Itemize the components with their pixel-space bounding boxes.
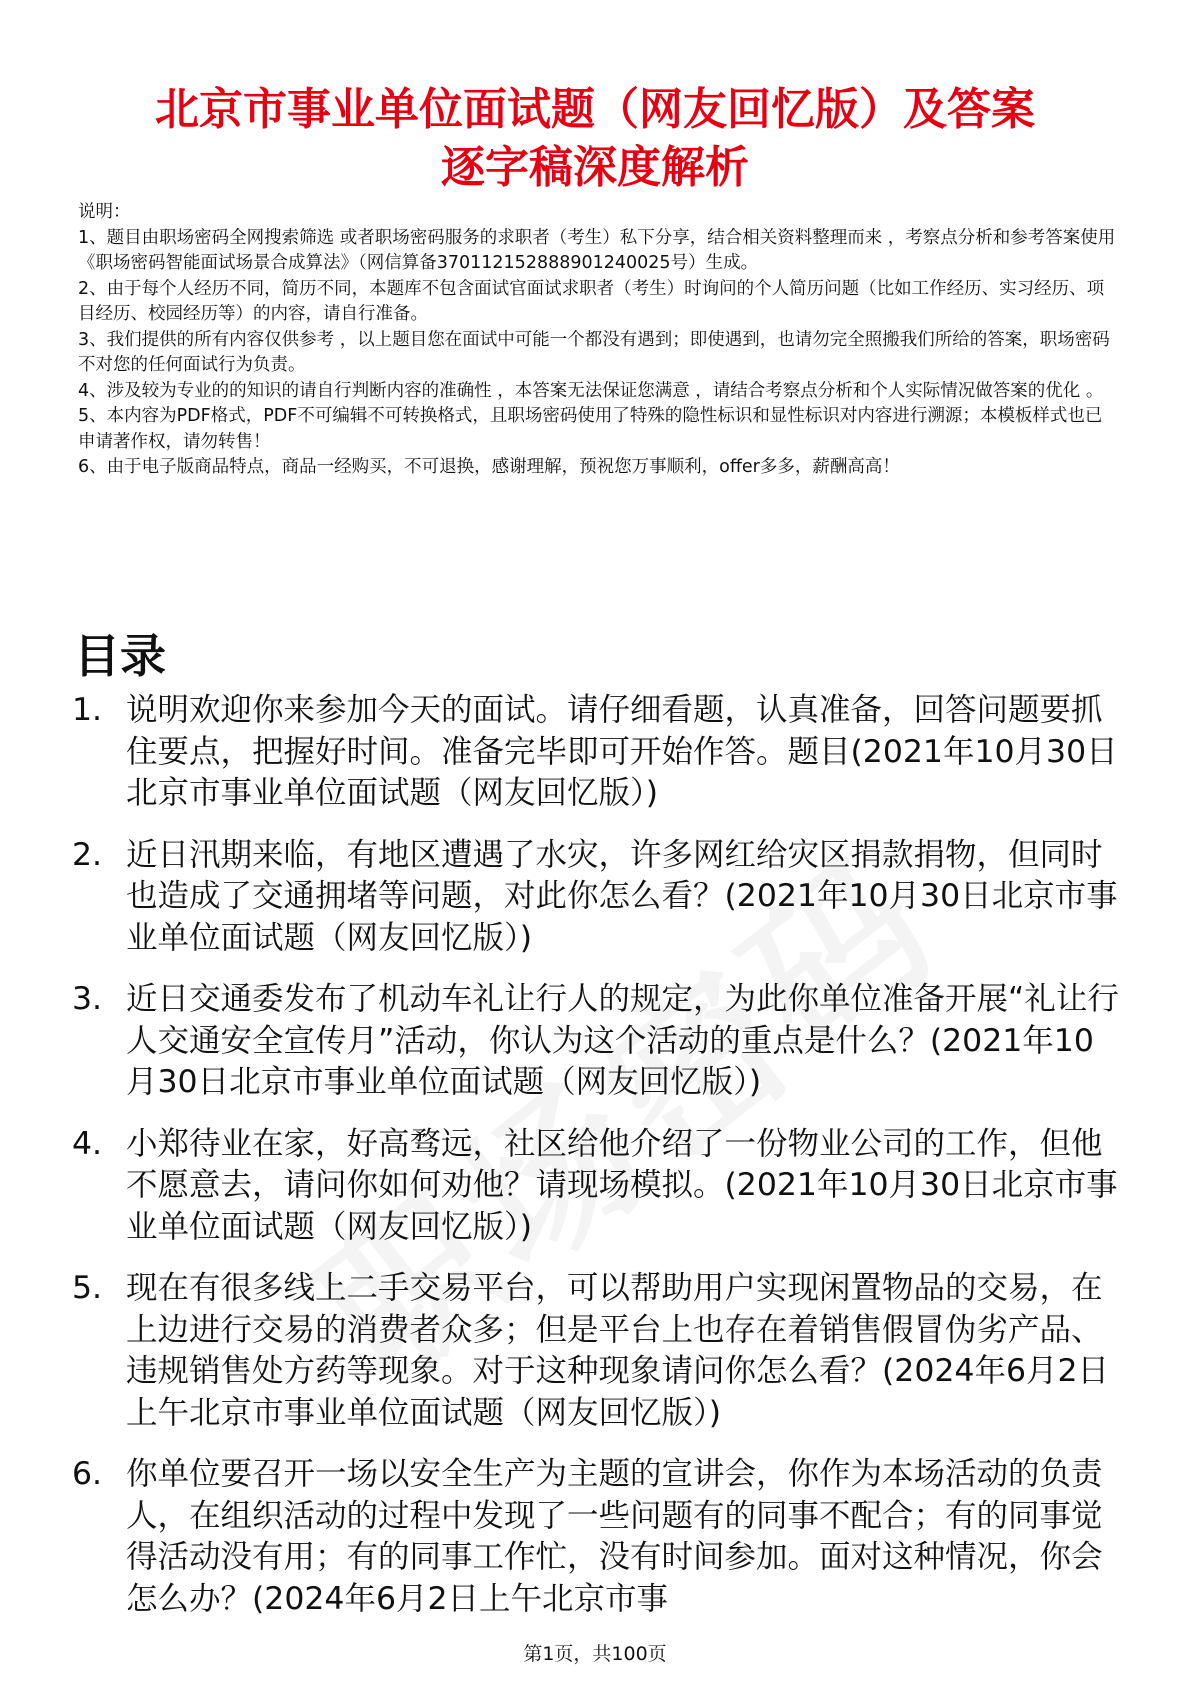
- toc-item-text: 近日汛期来临，有地区遭遇了水灾，许多网红给灾区捐款捐物，但同时也造成了交通拥堵等问题，对此你怎么看？(2021年10月30日北京市事业单位面试题（网友回忆版）): [126, 836, 1118, 956]
- toc-item[interactable]: [72, 835, 1122, 960]
- toc-item[interactable]: [72, 690, 1122, 815]
- toc-item-text: 说明欢迎你来参加今天的面试。请仔细看题，认真准备，回答问题要抓住要点，把握好时间。准备完毕即可开始作答。题目(2021年10月30日北京市事业单位面试题（网友回忆版）): [126, 692, 1118, 811]
- note-item: 2、由于每个人经历不同，简历不同，本题库不包含面试官面试求职者（考生）时询问的个人简历问题（比如工作经历、实习经历、项目经历、校园经历等）的内容，请自行准备。: [78, 278, 1105, 324]
- toc-item[interactable]: [72, 1124, 1122, 1249]
- disclaimer-notes: [78, 200, 1118, 481]
- toc-item-text: 近日交通委发布了机动车礼让行人的规定，为此你单位准备开展“礼让行人交通安全宣传月”活动，你认为这个活动的重点是什么？(2021年10月30日北京市事业单位面试题（网友回忆版）): [126, 981, 1119, 1100]
- note-item: 3、我们提供的所有内容仅供参考 ，以上题目您在面试中可能一个都没有遇到；即使遇到，也请勿完全照搬我们所给的答案，职场密码不对您的任何面试行为负责。: [78, 329, 1110, 375]
- toc-item-number: 3.: [72, 981, 103, 1017]
- note-item: 1、题目由职场密码全网搜索筛选 或者职场密码服务的求职者（考生）私下分享，结合相关资料整理而来 ，考察点分析和参考答案使用《职场密码智能面试场景合成算法》（网信算备370112152888901240025号）生成。: [78, 227, 1116, 273]
- toc-item-text: 小郑待业在家，好高骛远，社区给他介绍了一份物业公司的工作，但他不愿意去，请问你如何劝他？请现场模拟。(2021年10月30日北京市事业单位面试题（网友回忆版）): [126, 1125, 1118, 1245]
- title-line-1: 北京市事业单位面试题（网友回忆版）及答案: [155, 84, 1035, 136]
- toc-heading: 目录: [74, 629, 166, 684]
- notes-heading: 说明：: [78, 202, 131, 222]
- toc-item-number: 2.: [72, 836, 103, 873]
- toc-item-text: 你单位要召开一场以安全生产为主题的宣讲会，你作为本场活动的负责人，在组织活动的过程中发现了一些问题有的同事不配合；有的同事觉得活动没有用；有的同事工作忙，没有时间参加。面对这种情况，你会怎么办？(2024年6月2日上午北京市事: [126, 1456, 1103, 1617]
- document-title: [40, 81, 1150, 197]
- toc-item-text: 现在有很多线上二手交易平台，可以帮助用户实现闲置物品的交易，在上边进行交易的消费者众多；但是平台上也存在着销售假冒伪劣产品、违规销售处方药等现象。对于这种现象请问你怎么看？(2024年6月2日上午北京市事业单位面试题（网友回忆版）): [126, 1270, 1110, 1431]
- note-item: 6、由于电子版商品特点，商品一经购买，不可退换，感谢理解，预祝您万事顺利，offer多多，薪酬高高！: [78, 457, 900, 477]
- page-footer: 第1页，共100页: [523, 1643, 667, 1665]
- toc-item-number: 5.: [72, 1270, 103, 1306]
- toc-item[interactable]: [72, 1268, 1122, 1434]
- note-item: 4、涉及较为专业的的知识的请自行判断内容的准确性 ，本答案无法保证您满意 ，请结合考察点分析和个人实际情况做答案的优化 。: [78, 380, 1104, 401]
- toc-item-number: 6.: [72, 1456, 103, 1492]
- toc-item-number: 1.: [72, 692, 103, 728]
- toc-item[interactable]: [72, 1454, 1122, 1620]
- title-line-2: 逐字稿深度解析: [441, 142, 749, 194]
- toc-item[interactable]: [72, 979, 1122, 1104]
- toc-item-number: 4.: [72, 1125, 103, 1162]
- table-of-contents: [72, 690, 1122, 1640]
- note-item: 5、本内容为PDF格式，PDF不可编辑不可转换格式，且职场密码使用了特殊的隐性标识和显性标识对内容进行溯源；本模板样式也已申请著作权，请勿转售！: [78, 406, 1103, 452]
